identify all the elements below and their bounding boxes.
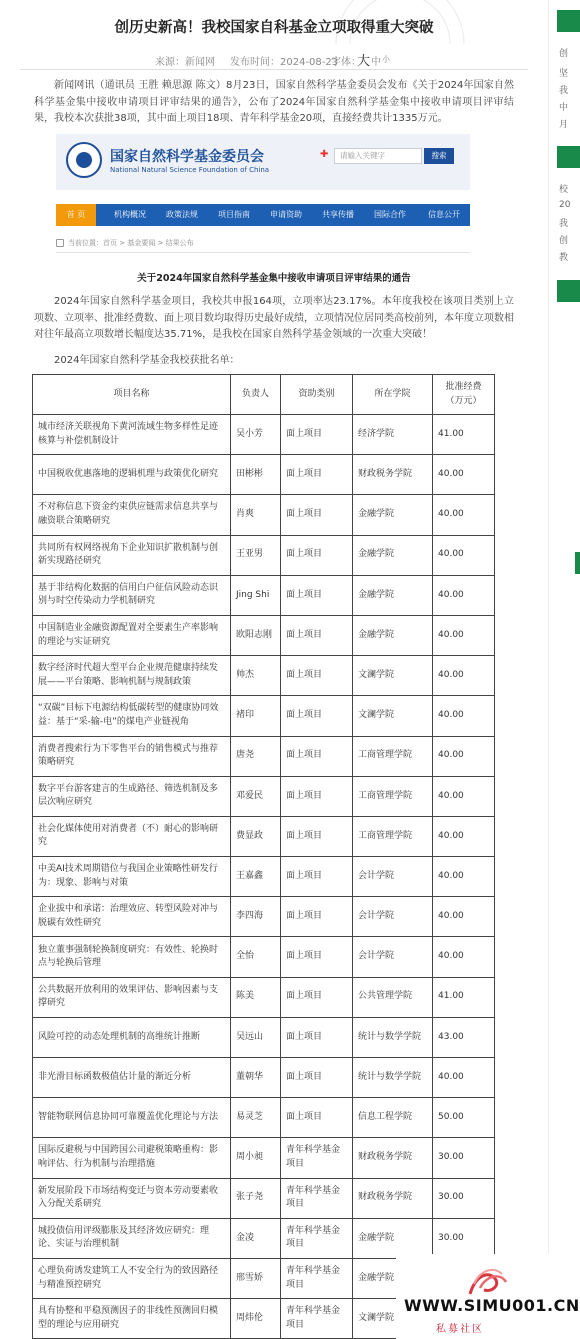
nav-item-home[interactable]: 首 页 — [56, 204, 96, 226]
sidebar-snippet[interactable]: 创 — [559, 49, 569, 59]
notice-title: 关于2024年国家自然科学基金集中接收申请项目评审结果的通告 — [137, 273, 411, 284]
cell-college: 工商管理学院 — [353, 736, 433, 776]
header-funding: 批准经费（万元） — [433, 375, 495, 415]
cell-college: 金融学院 — [353, 1218, 433, 1258]
cell-category: 青年科学基金项目 — [281, 1178, 353, 1218]
nsfc-search-input[interactable]: 请输入关键字 — [334, 148, 422, 164]
cell-leader: 帅杰 — [231, 656, 281, 696]
cell-college: 金融学院 — [353, 1258, 433, 1298]
breadcrumb-divider — [56, 252, 470, 253]
table-row — [33, 1218, 495, 1258]
breadcrumb-text[interactable]: 当前位置：首页 > 基金要闻 > 结果公布 — [68, 239, 194, 247]
cell-category: 面上项目 — [281, 656, 353, 696]
cell-leader: 周小昶 — [231, 1138, 281, 1178]
cell-project-name: 新发展阶段下市场结构变迁与资本劳动要素收入分配关系研究 — [33, 1178, 231, 1218]
source-label: 来源：新闻网 — [155, 57, 215, 68]
cell-category: 面上项目 — [281, 937, 353, 977]
cell-project-name: 社会化媒体使用对消费者（不）耐心的影响研究 — [33, 816, 231, 856]
table-row — [33, 1017, 495, 1057]
cell-college: 会计学院 — [353, 857, 433, 897]
cell-funding: 40.00 — [433, 615, 495, 655]
nsfc-search-button[interactable]: 搜索 — [424, 148, 454, 164]
nav-item-apply[interactable]: 申请资助 — [270, 210, 302, 219]
cell-project-name: 中国税收优惠落地的逻辑机理与政策优化研究 — [33, 455, 231, 495]
cell-college: 工商管理学院 — [353, 776, 433, 816]
cell-category: 面上项目 — [281, 535, 353, 575]
cell-category: 面上项目 — [281, 736, 353, 776]
cell-project-name: 中美AI技术周期错位与我国企业策略性研发行为：现象、影响与对策 — [33, 857, 231, 897]
table-row — [33, 897, 495, 937]
header-college: 所在学院 — [353, 375, 433, 415]
cell-college: 财政税务学院 — [353, 1138, 433, 1178]
font-size-big-button[interactable]: 大 — [357, 54, 371, 69]
cell-leader: Jing Shi — [231, 575, 281, 615]
cell-college: 文澜学院 — [353, 1299, 433, 1339]
cell-category: 青年科学基金项目 — [281, 1258, 353, 1298]
title-divider — [20, 69, 528, 70]
cell-funding: 40.00 — [433, 495, 495, 535]
home-icon — [56, 239, 64, 247]
sidebar-green-tab — [557, 10, 580, 32]
cell-leader: 邓爱民 — [231, 776, 281, 816]
cell-funding: 30.00 — [433, 1178, 495, 1218]
cell-leader: 唐尧 — [231, 736, 281, 776]
cell-category: 面上项目 — [281, 455, 353, 495]
table-row — [33, 816, 495, 856]
cell-leader: 全怡 — [231, 937, 281, 977]
cell-leader: 吴远山 — [231, 1017, 281, 1057]
location-pin-icon: ✚ — [320, 149, 329, 160]
cell-project-name: 独立董事强制轮换制度研究：有效性、轮换时点与轮换后管理 — [33, 937, 231, 977]
cell-college: 经济学院 — [353, 415, 433, 455]
cell-leader: 王亚男 — [231, 535, 281, 575]
cell-project-name: 非光滑目标函数极值估计量的渐近分析 — [33, 1058, 231, 1098]
nav-item-policy[interactable]: 政策法规 — [166, 210, 198, 219]
sidebar-snippet[interactable]: 校 — [559, 185, 569, 195]
table-row — [33, 977, 495, 1017]
cell-leader: 邢雪娇 — [231, 1258, 281, 1298]
cell-category: 面上项目 — [281, 816, 353, 856]
table-row — [33, 575, 495, 615]
sidebar-green-tab — [557, 280, 580, 302]
nav-item-about[interactable]: 机构概况 — [114, 210, 146, 219]
nsfc-name-cn: 国家自然科学基金委员会 — [110, 149, 264, 165]
cell-funding: 40.00 — [433, 575, 495, 615]
cell-category: 青年科学基金项目 — [281, 1138, 353, 1178]
cell-college: 金融学院 — [353, 495, 433, 535]
cell-college: 统计与数学学院 — [353, 1058, 433, 1098]
cell-funding: 40.00 — [433, 455, 495, 495]
nav-item-disclosure[interactable]: 信息公开 — [428, 210, 460, 219]
simu-logo-icon — [466, 1264, 510, 1300]
cell-category: 面上项目 — [281, 1017, 353, 1057]
table-row — [33, 656, 495, 696]
font-size-label: 字体： — [331, 57, 361, 68]
table-row — [33, 1098, 495, 1138]
cell-leader: 陈美 — [231, 977, 281, 1017]
cell-project-name: 具有协整和平稳预测因子的非线性预测回归模型的理论与应用研究 — [33, 1299, 231, 1339]
cell-leader: 金凌 — [231, 1218, 281, 1258]
cell-funding: 30.00 — [433, 1218, 495, 1258]
cell-project-name: 数字平台游客建言的生成路径、筛选机制及多层次响应研究 — [33, 776, 231, 816]
cell-project-name: 风险可控的动态处理机制的高维统计推断 — [33, 1017, 231, 1057]
cell-leader: 吴小芳 — [231, 415, 281, 455]
cell-project-name: 基于非结构化数据的信用白户征信风险动态识别与时空传染动力学机制研究 — [33, 575, 231, 615]
cell-category: 面上项目 — [281, 857, 353, 897]
cell-college: 财政税务学院 — [353, 455, 433, 495]
cell-category: 面上项目 — [281, 696, 353, 736]
cell-funding: 40.00 — [433, 857, 495, 897]
cell-funding: 30.00 — [433, 1138, 495, 1178]
cell-project-name: “双碳”目标下电源结构低碳转型的健康协同效益：基于“采-输-电”的煤电产业链视角 — [33, 696, 231, 736]
cell-funding: 40.00 — [433, 656, 495, 696]
cell-project-name: 数字经济时代超大型平台企业规范健康持续发展——平台策略、影响机制与规制政策 — [33, 656, 231, 696]
cell-category: 面上项目 — [281, 415, 353, 455]
cell-project-name: 心理负荷诱发建筑工人不安全行为的致因路径与精准预控研究 — [33, 1258, 231, 1298]
publish-date: 发布时间：2024-08-23 — [230, 57, 339, 68]
table-header-row — [33, 375, 495, 415]
article-title: 创历史新高！我校国家自科基金立项取得重大突破 — [114, 20, 434, 36]
cell-category: 面上项目 — [281, 897, 353, 937]
nsfc-name-en: National Natural Science Foundation of China — [110, 166, 270, 174]
cell-college: 文澜学院 — [353, 696, 433, 736]
table-row — [33, 1178, 495, 1218]
sidebar-snippet[interactable]: 创 — [559, 236, 569, 246]
cell-funding: 40.00 — [433, 937, 495, 977]
cell-category: 面上项目 — [281, 1058, 353, 1098]
notice-body: 2024年国家自然科学基金项目，我校共申报164项，立项率达23.17%。本年度我校在该项目类别上立项数、立项率、批准经费数、面上项目数均取得历史最好成绩，立项情况位居同类高校前列，本年度立项数相对往年最高立项数增长幅度达35.71%，是我校在国家自然科学基金领域的一次重大突破！ — [34, 296, 514, 340]
cell-funding: 40.00 — [433, 776, 495, 816]
cell-category: 青年科学基金项目 — [281, 1218, 353, 1258]
cell-leader: 田彬彬 — [231, 455, 281, 495]
nav-item-share[interactable]: 共享传播 — [322, 210, 354, 219]
cell-leader: 褚印 — [231, 696, 281, 736]
cell-funding: 43.00 — [433, 1017, 495, 1057]
cell-leader: 董朝华 — [231, 1058, 281, 1098]
cell-funding: 41.00 — [433, 977, 495, 1017]
cell-college: 财政税务学院 — [353, 1178, 433, 1218]
table-row — [33, 937, 495, 977]
cell-leader: 易灵芝 — [231, 1098, 281, 1138]
sidebar-snippet[interactable]: 我 — [559, 219, 569, 229]
table-row — [33, 615, 495, 655]
header-project-name: 项目名称 — [33, 375, 231, 415]
header-leader: 负责人 — [231, 375, 281, 415]
font-size-medium-button[interactable]: 中 — [371, 57, 381, 68]
header-category: 资助类别 — [281, 375, 353, 415]
sidebar-green-tab — [557, 146, 580, 168]
table-body — [33, 415, 495, 1339]
sidebar-snippet[interactable]: 月 — [559, 120, 569, 130]
cell-project-name: 智能物联网信息协同可靠覆盖优化理论与方法 — [33, 1098, 231, 1138]
cell-leader: 张子尧 — [231, 1178, 281, 1218]
cell-funding: 40.00 — [433, 816, 495, 856]
list-intro: 2024年国家自然科学基金我校获批名单： — [54, 355, 240, 366]
cell-funding: 40.00 — [433, 1058, 495, 1098]
sidebar-snippet[interactable]: 教 — [559, 253, 569, 263]
cell-funding: 50.00 — [433, 1098, 495, 1138]
cell-college: 金融学院 — [353, 575, 433, 615]
nav-item-international[interactable]: 国际合作 — [374, 210, 406, 219]
cell-college: 金融学院 — [353, 615, 433, 655]
cell-project-name: 国际反避税与中国跨国公司避税策略重构：影响评估、行为机制与治理措施 — [33, 1138, 231, 1178]
cell-leader: 周炜伦 — [231, 1299, 281, 1339]
cell-funding: 41.00 — [433, 415, 495, 455]
table-row — [33, 1058, 495, 1098]
cell-category: 面上项目 — [281, 495, 353, 535]
sidebar-snippet[interactable]: 20 — [559, 200, 571, 210]
simu-sub-text: 私募社区 — [436, 1324, 484, 1335]
cell-funding: 40.00 — [433, 535, 495, 575]
cell-category: 面上项目 — [281, 776, 353, 816]
cell-college: 文澜学院 — [353, 656, 433, 696]
cell-leader: 李四海 — [231, 897, 281, 937]
cell-project-name: 城投债信用评级膨胀及其经济效应研究：理论、实证与治理机制 — [33, 1218, 231, 1258]
cell-college: 工商管理学院 — [353, 816, 433, 856]
simu-watermark-logo — [396, 1254, 580, 1339]
simu-site-text: WWW.SIMU001.CN — [404, 1296, 580, 1315]
cell-category: 面上项目 — [281, 1098, 353, 1138]
cell-project-name: 城市经济关联视角下黄河流域生物多样性足迹核算与补偿机制设计 — [33, 415, 231, 455]
sidebar-snippet[interactable]: 坚 — [559, 69, 569, 79]
cell-leader: 费显政 — [231, 816, 281, 856]
cell-project-name: 消费者搜索行为下零售平台的销售模式与推荐策略研究 — [33, 736, 231, 776]
cell-category: 面上项目 — [281, 615, 353, 655]
table-row — [33, 495, 495, 535]
sidebar-snippet[interactable]: 我 — [559, 86, 569, 96]
cell-college: 会计学院 — [353, 937, 433, 977]
article-intro: 新闻网讯（通讯员 王胜 赖思源 陈文）8月23日，国家自然科学基金委员会发布《关于2024年国家自然科学基金集中接收申请项目评审结果的通告》，公布了2024年国家自然科学基金集中接收申请项目评审结果，我校本次获批38项，其中面上项目18项、青年科学基金20项，直接经费共计1335万元。 — [34, 80, 514, 124]
nsfc-logo-icon — [66, 142, 102, 178]
right-sidebar — [548, 0, 580, 1339]
cell-college: 统计与数学学院 — [353, 1017, 433, 1057]
table-row — [33, 776, 495, 816]
nsfc-breadcrumb — [56, 236, 470, 250]
cell-college: 信息工程学院 — [353, 1098, 433, 1138]
cell-college: 会计学院 — [353, 897, 433, 937]
cell-project-name: 不对称信息下资金约束供应链需求信息共享与融资联合策略研究 — [33, 495, 231, 535]
sidebar-snippet[interactable]: 中 — [559, 103, 569, 113]
cell-leader: 肖爽 — [231, 495, 281, 535]
cell-project-name: 公共数据开放利用的效果评估、影响因素与支撑研究 — [33, 977, 231, 1017]
cell-college: 金融学院 — [353, 535, 433, 575]
cell-category: 面上项目 — [281, 977, 353, 1017]
table-row — [33, 857, 495, 897]
cell-funding: 40.00 — [433, 897, 495, 937]
cell-project-name: 企业拔中和承诺：治理效应、转型风险对冲与脱碳有效性研究 — [33, 897, 231, 937]
nsfc-nav-bar — [56, 204, 470, 226]
table-row — [33, 1138, 495, 1178]
table-row — [33, 415, 495, 455]
font-size-small-button[interactable]: 小 — [382, 55, 390, 64]
cell-funding: 40.00 — [433, 736, 495, 776]
cell-leader: 王嘉鑫 — [231, 857, 281, 897]
table-row — [33, 736, 495, 776]
nsfc-header-banner — [56, 134, 470, 190]
cell-funding: 40.00 — [433, 696, 495, 736]
cell-category: 青年科学基金项目 — [281, 1299, 353, 1339]
table-row — [33, 696, 495, 736]
cell-category: 面上项目 — [281, 575, 353, 615]
cell-project-name: 共同所有权网络视角下企业知识扩散机制与创新实现路径研究 — [33, 535, 231, 575]
nav-item-guide[interactable]: 项目指南 — [218, 210, 250, 219]
cell-project-name: 中国制造业金融资源配置对全要素生产率影响的理论与实证研究 — [33, 615, 231, 655]
cell-leader: 欧阳志刚 — [231, 615, 281, 655]
table-row — [33, 455, 495, 495]
sidebar-green-marker — [575, 552, 580, 574]
cell-college: 公共管理学院 — [353, 977, 433, 1017]
table-row — [33, 535, 495, 575]
funded-projects-table — [32, 374, 495, 1339]
